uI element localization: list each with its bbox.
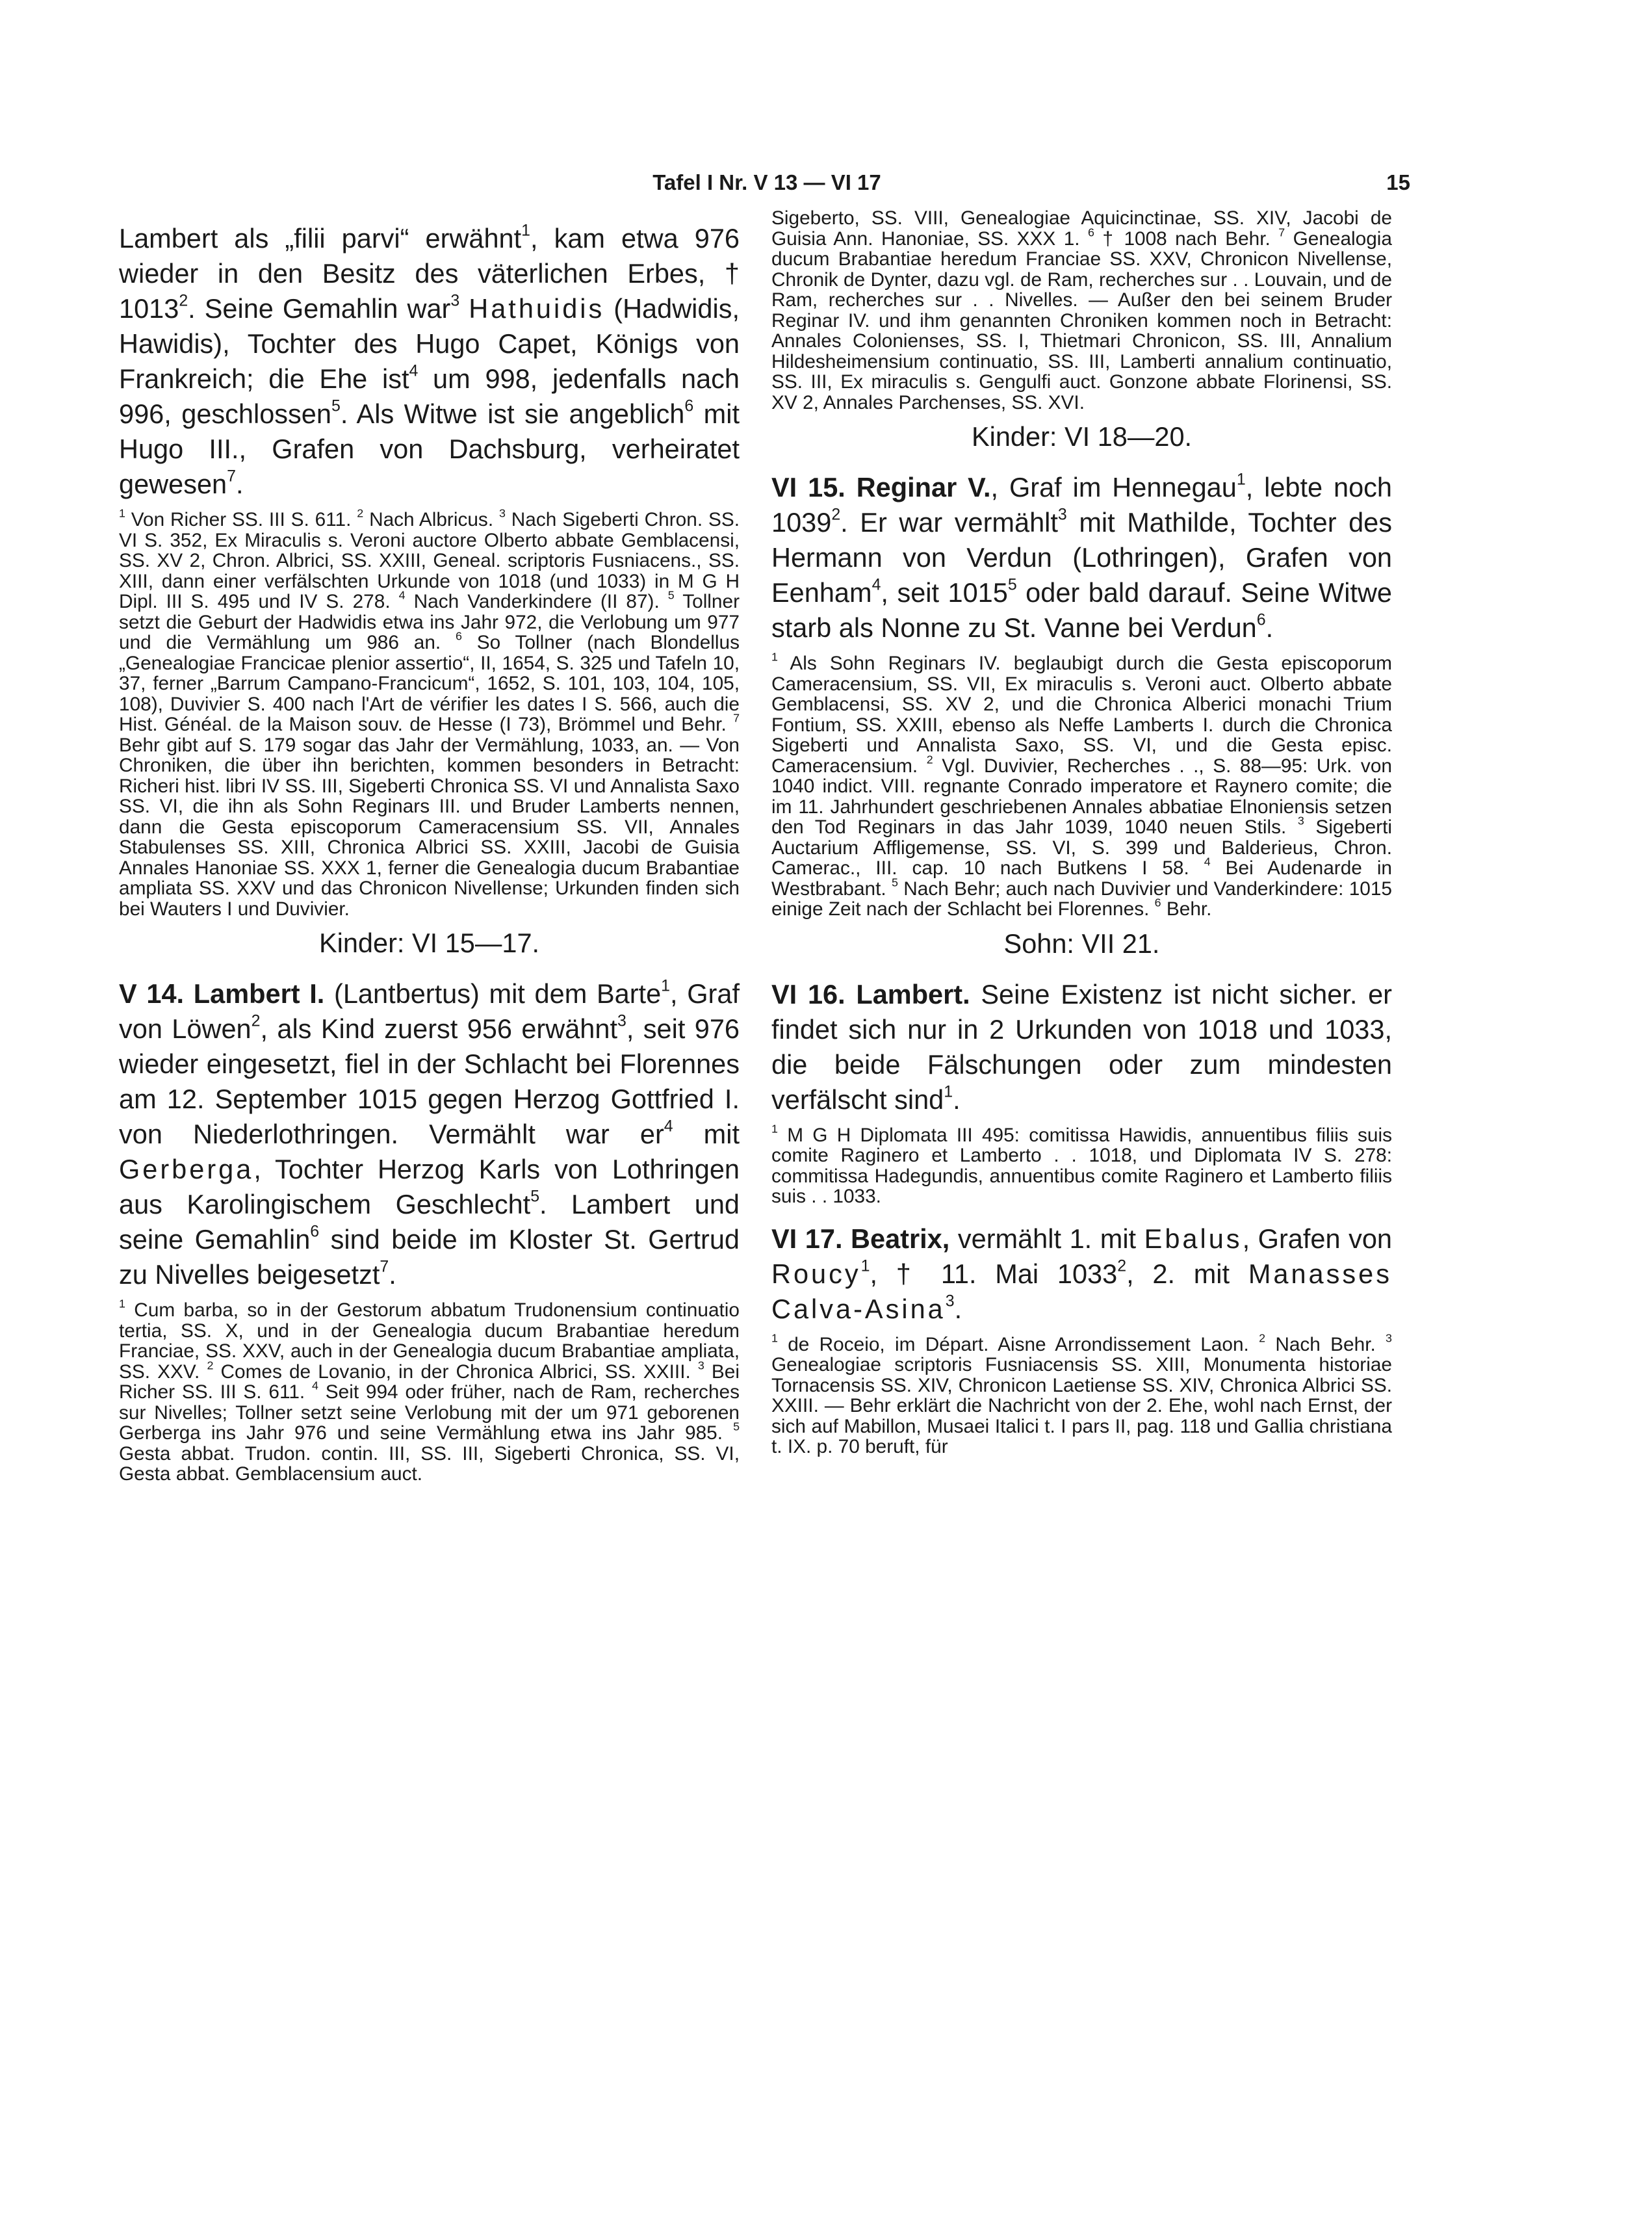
name-roucy: Roucy [771,1258,861,1289]
name-gerberga: Gerberga [119,1154,254,1184]
left-column [119,221,740,1485]
kinder-line: Kinder: VI 18—20. [971,421,1193,452]
footnotes-vi15: $^1$ Als Sohn Reginars IV. beglaubigt durch die Gesta episcoporum Cameracensium, SS. VII, Ex miraculis s. Veroni auct. Olberto abbate Gemblacensi, SS. XV 2, und die Chronica Alberici monachi Trium Fontium, SS. XXIII, ebenso als Neffe Lamberts I. durch die Chronica Sigeberti und Annalista Saxo, SS. VI, und die Gesta episc. Cameracensium. $^2$ Vgl. Duvivier, Recherches . ., S. 88—95: Urk. von 1040 indict. VIII. regnante Conrado imperatore et Raynero comite; die im 11. Jahrhundert geschriebenen Annales abbatiae Elnoniensis setzen den Tod Reginars in das Jahr 1039, 1040 neuen Stils. $^3$ Sigeberti Auctarium Affligemense, SS. VI, S. 399 und Balderieus, Chron. Camerac., III. cap. 10 nach Butkens I 58. $^4$ Bei Audenarde in Westbrabant. $^5$ Nach Behr; auch nach Duvivier und Vanderkindere: 1015 einige Zeit nach der Schlacht bei Florennes. $^6$ Behr. [771,650,1393,920]
footnotes-lambert: $^1$ Von Richer SS. III S. 611. $^2$ Nach Albricus. $^3$ Nach Sigeberti Chron. SS. VI S. 352, Ex Miraculis s. Veroni auctore Olberto abbate Gemblacensi, SS. XV 2, Chron. Albrici, SS. XXIII, Geneal. scriptoris Fusniacens., SS. XIII, dann einer verfälschten Urkunde von 1018 (und 1033) in M G H Dipl. III S. 495 und IV S. 278. $^4$ Nach Vanderkindere (II 87). $^5$ Tollner setzt die Geburt der Hadwidis etwa ins Jahr 972, die Verlobung um 977 und die Vermählung um 986 an. $^6$ So Tollner (nach Blondellus „Genealogiae Francicae plenior assertio“, II, 1654, S. 325 und Tafeln 10, 37, ferner „Barrum Campano-Francicum“, 1652, S. 101, 103, 104, 105, 108), Duvivier S. 400 nach l'Art de vérifier les dates I S. 566, auch die Hist. Généal. de la Maison souv. de Hesse (I 73), Brömmel und Behr. $^7$ Behr gibt auf S. 179 sogar das Jahr der Vermählung, 1033, an. — Von Chroniken, die über ihn berichten, kommen besonders in Betracht: Richeri hist. libri IV SS. III, Sigeberti Chronica SS. VI und Annalista Saxo SS. VI, die ihn als Sohn Reginars III. und Bruder Lamberts nennen, dann die Gesta episcoporum Cameracensium SS. VII, Annales Stabulenses SS. XIII, Chronica Albrici SS. XXIII, Jacobi de Guisia Annales Hanoniae SS. XXX 1, ferner die Genealogia ducum Brabantiae ampliata SS. XXV und das Chronicon Nivellense; Urkunden finden sich bei Wauters I und Duvivier. [119,506,740,920]
running-header [123,170,1410,203]
footnotes-vi16: $^1$ M G H Diplomata III 495: comitissa Hawidis, annuentibus filiis suis comite Raginero et Lamberto . . 1018, und Diplomata IV S. 278: commitissa Hadegundis, annuentibus comite Raginero et Lamberto filiis suis . . 1033. [771,1122,1392,1207]
header-title: Tafel I Nr. V 13 — VI 17 [652,170,881,194]
page-number: 15 [1386,170,1410,194]
sohn-line: Sohn: VII 21. [1003,928,1160,959]
entry-label: VI 16. Lambert. [771,978,970,1009]
entry-label: V 14. Lambert I. [119,978,325,1009]
entry-v14: V 14. Lambert I. (Lantbertus) mit dem Barte$^1$, Graf von Löwen$^2$, als Kind zuerst 956 erwähnt$^3$, seit 976 wieder eingesetzt, fiel in der Schlacht bei Florennes am 12. September 1015 gegen Herzog Gottfried I. von Niederlothringen. Vermählt war $er^4$ mit Gerberga, Tochter Herzog Karls von Lothringen aus Karolingischem Geschlecht$^5$. Lambert und seine Gemahlin$^6$ sind beide im Kloster St. Gertrud zu Nivelles beigesetzt$^7$. [119,976,740,1290]
kinder-line: Kinder: VI 15—17. [318,928,540,958]
name-manasses: Manasses Calva-Asina [771,1258,1392,1324]
name-hathuidis: Hathuidis [469,293,605,324]
name-ebalus: Ebalus [1144,1223,1243,1254]
lambert-continuation: Lambert als „filii parvi“ erwähnt$^1$, kam etwa 976 wieder in den Besitz des väterlichen Erbes, † 1013$^2$. Seine Gemahlin war$^3$ Hathuidis (Hadwidis, Hawidis), Tochter des Hugo Capet, Königs von Frankreich; die Ehe ist$^4$ um 998, jedenfalls nach 996, geschlossen$^5$. Als Witwe ist sie angeblich$^6$ mit Hugo III., Grafen von Dachsburg, verheiratet gewesen$^7$. [119,221,740,499]
entry-label: VI 17. Beatrix, [771,1223,950,1254]
footnotes-v14: $^1$ Cum barba, so in der Gestorum abbatum Trudonensium continuatio tertia, SS. X, und in der Genealogia ducum Brabantiae heredum Franciae, SS. XXV, auch in der Genealogia ducum Brabantiae ampliata, SS. XXV. $^2$ Comes de Lovanio, in der Chronica Albrici, SS. XXIII. $^3$ Bei Richer SS. III S. 611. $^4$ Seit 994 oder früher, nach de Ram, recherches sur Nivelles; Tollner setzt seine Verlobung mit der um 971 geborenen Gerberga ins Jahr 976 und seine Vermählung etwa ins Jahr 985. $^5$ Gesta abbat. Trudon. contin. III, SS. III, Sigeberti Chronica, SS. VI, Gesta abbat. Gemblacensium auct. [119,1297,740,1485]
entry-vi16: VI 16. Lambert. Seine Existenz ist nicht sicher. er findet sich nur in 2 Urkunden von 1018 und 1033, die beide Fälschungen oder zum mindesten verfälscht sind$^1$. [771,978,1392,1115]
entry-vi17: VI 17. Beatrix, vermählt 1. mit Ebalus, Grafen von Roucy$^1$, † 11. Mai 1033$^2$, 2. mit Manasses Calva-Asina$^3$. [771,1223,1393,1324]
entry-label: VI 15. Reginar V. [771,472,991,502]
entry-vi15: VI 15. Reginar V., Graf im Hennegau$^1$, lebte noch 1039$^2$. Er war vermählt$^3$ mit Mathilde, Tochter des Hermann von Verdun (Lothringen), Grafen von Eenham$^4$, seit 1015$^5$ oder bald darauf. Seine Witwe starb als Nonne zu St. Vanne bei Verdun$^6$. [771,470,1393,643]
right-column [771,208,1392,1457]
footnotes-v14-continued: Sigeberto, SS. VIII, Genealogiae Aquicinctinae, SS. XIV, Jacobi de Guisia Ann. Hanoniae, SS. XXX 1. $^6$ † 1008 nach Behr. $^7$ Genealogia ducum Brabantiae heredum Franciae SS. XXV, Chronicon Nivellense, Chronik de Dynter, dazu vgl. de Ram, recherches sur . . Louvain, und de Ram, recherches sur . . Nivelles. — Außer den bei seinem Bruder Reginar IV. und ihm genannten Chroniken kommen noch in Betracht: Annales Colonienses, SS. I, Thietmari Chronicon, SS. III, Annalium Hildesheimensium continuatio, SS. III, Lamberti annalium continuatio, SS. III, Ex miraculis s. Gengulfi auct. Gonzone abbate Florinensi, SS. XV 2, Annales Parchenses, SS. XVI. [771,207,1392,413]
footnotes-vi17: $^1$ de Roceio, im Départ. Aisne Arrondissement Laon. $^2$ Nach Behr. $^3$ Genealogiae scriptoris Fusniacensis SS. XIII, Monumenta historiae Tornacensis SS. XIV, Chronicon Laetiense SS. XIV, Chronica Albrici SS. XXIII. — Behr erklärt die Nachricht von der 2. Ehe, wohl nach Ernst, der sich auf Mabillon, Musaei Italici t. I pars II, pag. 118 und Gallia christiana t. IX. p. 70 beruft, für [771,1331,1392,1457]
